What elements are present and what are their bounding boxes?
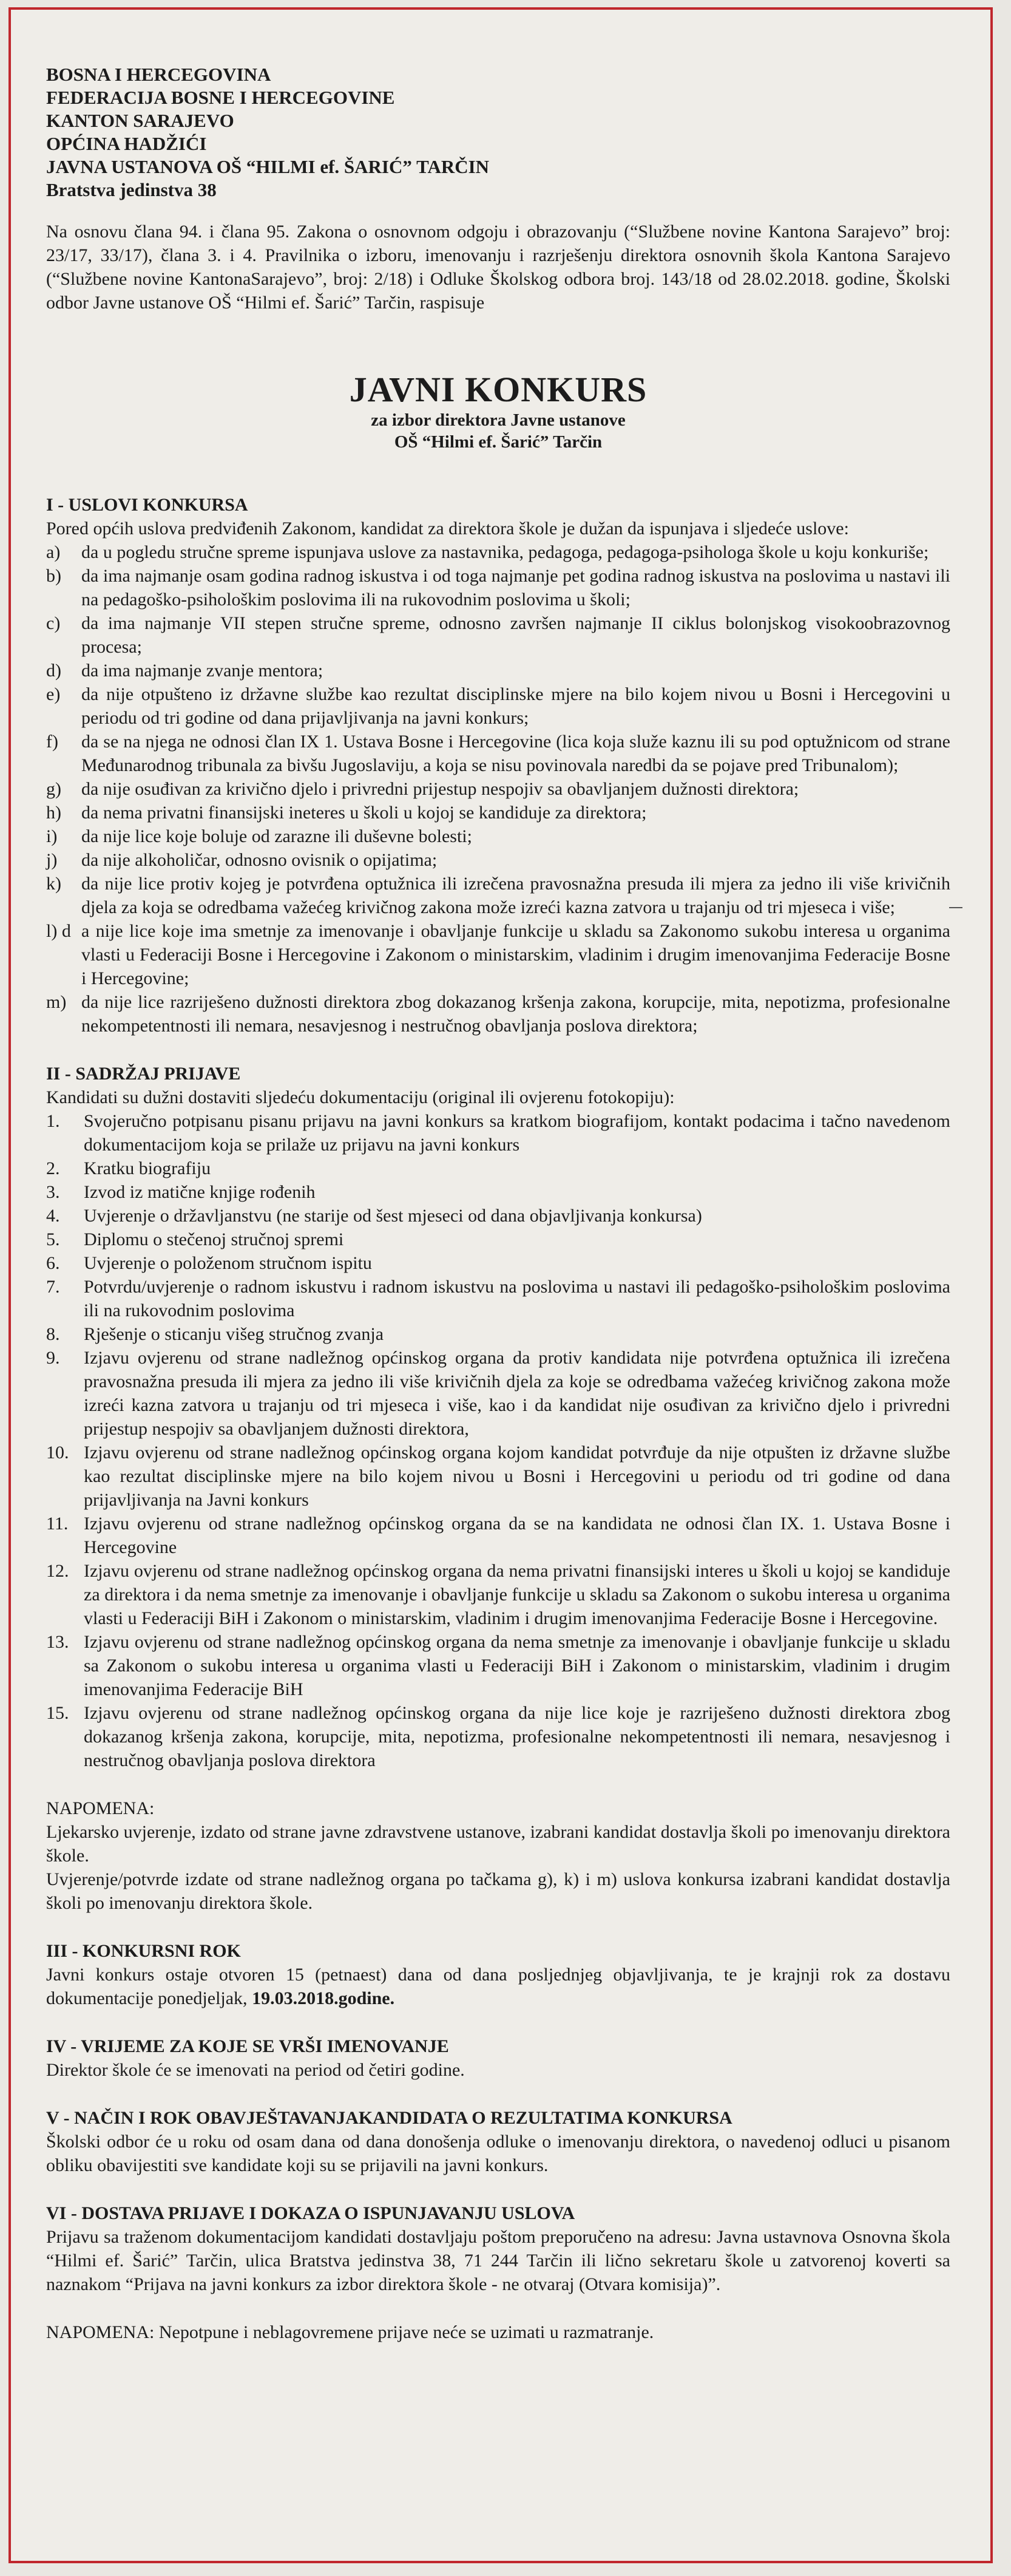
list-marker: m) — [46, 992, 67, 1012]
list-item-text: da nije otpušteno iz državne službe kao rezultat disciplinske mjere na bilo kojem nivou u Bosni i Hercegovini u periodu od tri godine od dana prijavljivanja na javni konkurs; — [81, 684, 950, 728]
list-item-text: da nije lice razriješeno dužnosti direktora zbog dokazanog kršenja zakona, korupcije, mita, nepotizma, profesionalne nekompetentnosti ili nemara, nesavjesnog i nestručnog obavljanja poslova direktora; — [81, 992, 950, 1036]
list-item-text: Uvjerenje o državljanstvu (ne starije od šest mjeseci od dana objavljivanja konkursa) — [84, 1206, 702, 1226]
list-item-text: da se na njega ne odnosi član IX 1. Ustava Bosne i Hercegovine (lica koja služe kaznu ili su pod optužnicom od strane Međunarodnog tribunala za bivšu Jugoslaviju, a koja se nisu povinovala naredbi da se pojave pred Tribunalom); — [81, 732, 950, 775]
list-marker: b) — [46, 566, 61, 586]
list-item-text: da nije lice koje boluje od zarazne ili duševne bolesti; — [81, 826, 472, 846]
announcement-content — [46, 63, 950, 2344]
section-heading: II - SADRŽAJ PRIJAVE — [46, 1064, 241, 1084]
list-marker: d) — [46, 661, 61, 681]
list-item — [46, 1157, 950, 1180]
section-paragraph: Prijavu sa traženom dokumentacijom kandidati dostavljaju poštom preporučeno na adresu: Javna ustavnova Osnovna škola “Hilmi ef. Šarić” Tarčin, ulica Bratstva jedinstva 38, 71 244 Tarčin ili lično sekretaru škole u zatvorenoj koverti sa naznakom “Prijava na javni konkurs za izbor direktora škole - ne otvaraj (Otvara komisija)”. — [46, 2227, 950, 2294]
list-item-text: Izjavu ovjerenu od strane nadležnog općinskog organa da se na kandidata ne odnosi član IX. 1. Ustava Bosne i Hercegovine — [84, 1514, 950, 1557]
announcement-frame — [8, 7, 993, 2563]
list-marker: l) d — [46, 921, 71, 941]
list-item-text: Izjavu ovjerenu od strane nadležnog općinskog organa kojom kandidat potvrđuje da nije otpušten iz državne službe kao rezultat disciplinske mjere na bilo kojem nivou u Bosni i Hercegovini u periodu od tri godine od dana prijavljivanja na Javni konkurs — [84, 1443, 950, 1510]
list-marker: 15. — [46, 1703, 69, 1723]
list-item-text: Izjavu ovjerenu od strane nadležnog općinskog organa da protiv kandidata nije potvrđena optužnica ili izrečena pravosnažna presuda ili mjera za jedno ili više krivičnih djela za koje se odredbama važećeg krivičnog zakona može izreći kazna zatvora u trajanju od tri mjeseca i više, kao i da kandidat nije osuđivan za krivično djelo i privredni prijestup nespojiv sa obavljanjem dužnosti direktora, — [84, 1348, 950, 1439]
list-marker: 13. — [46, 1632, 69, 1652]
list-item — [46, 1322, 950, 1346]
document-title: JAVNI KONKURS — [349, 370, 648, 409]
list-item — [46, 1441, 950, 1512]
list-item — [46, 1251, 950, 1275]
conditions-list — [46, 540, 950, 1038]
header-line: OPĆINA HADŽIĆI — [46, 133, 207, 154]
note-paragraph: Uvjerenje/potvrde izdate od strane nadležnog organa po tačkama g), k) i m) uslova konkursa izabrani kandidat dostavlja školi po imenovanju direktora škole. — [46, 1869, 950, 1913]
list-item — [46, 1559, 950, 1630]
list-item-text: da ima najmanje VII stepen stručne spreme, odnosno završen najmanje II ciklus bolonjskog visokoobrazovnog procesa; — [81, 613, 950, 657]
list-item-text: da nije lice protiv kojeg je potvrđena optužnica ili izrečena pravosnažna presuda ili mjera za jedno ili više krivičnih djela za koja se odredbama važećeg krivičnog zakona može izreći kazna zatvora u trajanju od tri mjeseca i više; — [81, 874, 950, 917]
list-item-text: Izjavu ovjerenu od strane nadležnog općinskog organa da nema smetnje za imenovanje i obavljanje funkcije u skladu sa Zakonom o sukobu interesa u organima vlasti u Federaciji BiH i Zakonom o ministarskim, vladinim i drugim imenovanjima Federacije BiH — [84, 1632, 950, 1699]
section-paragraph: Školski odbor će u roku od osam dana od dana donošenja odluke o imenovanju direktora, o navedenoj odluci u pisanom obliku obavijestiti sve kandidate koji su se prijavili na javni konkurs. — [46, 2132, 950, 2175]
list-item — [46, 1701, 950, 1772]
list-item — [46, 872, 950, 919]
list-item — [46, 824, 950, 848]
list-item — [46, 1228, 950, 1251]
list-marker: a) — [46, 542, 61, 562]
section-heading: VI - DOSTAVA PRIJAVE I DOKAZA O ISPUNJAVANJU USLOVA — [46, 2203, 575, 2223]
deadline-text: Javni konkurs ostaje otvoren 15 (petnaest) dana od dana posljednjeg objavljivanja, te je krajnji rok za dostavu dokumentacije ponedjeljak, — [46, 1965, 950, 2008]
list-item — [46, 1346, 950, 1441]
list-marker: i) — [46, 826, 58, 846]
list-marker: 9. — [46, 1348, 60, 1368]
header-line: FEDERACIJA BOSNE I HERCEGOVINE — [46, 87, 395, 108]
list-marker: k) — [46, 874, 61, 894]
list-marker: 2. — [46, 1158, 60, 1178]
section-paragraph: Direktor škole će se imenovati na period od četiri godine. — [46, 2060, 465, 2080]
title-block — [46, 370, 950, 453]
list-marker: 1. — [46, 1111, 60, 1131]
section-lead: Pored općih uslova predviđenih Zakonom, kandidat za direktora škole je dužan da ispunjava i sljedeće uslove: — [46, 518, 849, 539]
list-item-text: da ima najmanje zvanje mentora; — [81, 661, 323, 681]
list-marker: 5. — [46, 1229, 60, 1249]
list-item — [46, 611, 950, 659]
section-lead: Kandidati su dužni dostaviti sljedeću dokumentaciju (original ili ovjerenu fotokopiju): — [46, 1087, 675, 1107]
list-item-text: Izjavu ovjerenu od strane nadležnog općinskog organa da nema privatni finansijski interes u školi u kojoj se kandiduje za direktora i da nema smetnje za imenovanje i obavljanje funkcije u skladu sa Zakonom o sukobu interesa u organima vlasti u Federaciji BiH i Zakonom o ministarskim, vladinim i drugim imenovanjima Federacije Bosne i Hercegovine. — [84, 1561, 950, 1628]
header-line: JAVNA USTANOVA OŠ “HILMI ef. ŠARIĆ” TARČIN — [46, 156, 490, 177]
list-item — [46, 990, 950, 1038]
document-subtitle: za izbor direktora Javne ustanove — [371, 410, 626, 430]
list-item-text: Kratku biografiju — [84, 1158, 211, 1178]
list-item-text: da nije alkoholičar, odnosno ovisnik o opijatima; — [81, 850, 438, 870]
list-item-text: Izvod iz matične knjige rođenih — [84, 1182, 316, 1202]
list-marker: e) — [46, 684, 61, 704]
note-paragraph: Ljekarsko uvjerenje, izdato od strane javne zdravstvene ustanove, izabrani kandidat dostavlja školi po imenovanju direktora škole. — [46, 1822, 950, 1866]
list-marker: 12. — [46, 1561, 69, 1581]
header-line: Bratstva jedinstva 38 — [46, 179, 217, 200]
header-line: KANTON SARAJEVO — [46, 110, 234, 131]
list-item — [46, 777, 950, 801]
list-item-text: Uvjerenje o položenom stručnom ispitu — [84, 1253, 372, 1273]
list-marker: g) — [46, 779, 61, 799]
intro-paragraph: Na osnovu člana 94. i člana 95. Zakona o osnovnom odgoju i obrazovanju (“Službene novine Kantona Sarajevo” broj: 23/17, 33/17), člana 3. i 4. Pravilnika o izboru, imenovanju i razrješenju direktora osnovnih škola Kantona Sarajevo (“Službene novine KantonaSarajevo”, broj: 2/18) i Odluke Školskog odbora broj. 143/18 od 28.02.2018. godine, Školski odbor Javne ustanove OŠ “Hilmi ef. Šarić” Tarčin, raspisuje — [46, 222, 950, 313]
final-note: NAPOMENA: Nepotpune i neblagovremene prijave neće se uzimati u razmatranje. — [46, 2322, 654, 2342]
deadline-date: 19.03.2018.godine. — [252, 1988, 395, 2008]
list-item — [46, 1180, 950, 1204]
header-line: BOSNA I HERCEGOVINA — [46, 64, 271, 85]
list-item — [46, 682, 950, 730]
institution-header — [46, 63, 950, 202]
list-item-text: da ima najmanje osam godina radnog iskustva i od toga najmanje pet godina radnog iskustva na poslovima u nastavi ili na pedagoško-psihološkim poslovima ili na rukovodnim poslovima u školi; — [81, 566, 950, 610]
list-marker: c) — [46, 613, 61, 633]
document-subtitle: OŠ “Hilmi ef. Šarić” Tarčin — [394, 432, 603, 452]
list-item — [46, 1630, 950, 1701]
list-item — [46, 1109, 950, 1157]
list-marker: j) — [46, 850, 58, 870]
list-marker: f) — [46, 732, 58, 752]
section-heading: III - KONKURSNI ROK — [46, 1941, 241, 1961]
list-marker: 8. — [46, 1324, 60, 1344]
list-item — [46, 1204, 950, 1228]
list-marker: 11. — [46, 1514, 69, 1534]
list-item — [46, 848, 950, 872]
list-item-text: Diplomu o stečenoj stručnoj spremi — [84, 1229, 344, 1249]
list-item-text: da u pogledu stručne spreme ispunjava uslove za nastavnika, pedagoga, pedagoga-psihologa škole u koju konkuriše; — [81, 542, 929, 562]
list-item-text: Svojeručno potpisanu pisanu prijavu na javni konkurs sa kratkom biografijom, kontakt podacima i tačno navedenom dokumentacijom koja se prilaže uz prijavu na javni konkurs — [84, 1111, 950, 1155]
list-item-text: Izjavu ovjerenu od strane nadležnog općinskog organa da nije lice koje je razriješeno dužnosti direktora zbog dokazanog kršenja zakona, korupcije, mita, nepotizma, profesionalne nekompetentnosti ili nemara, nesavjesnog i nestručnog obavljanja poslova direktora — [84, 1703, 950, 1770]
list-marker: 4. — [46, 1206, 60, 1226]
list-item — [46, 801, 950, 824]
section-heading: IV - VRIJEME ZA KOJE SE VRŠI IMENOVANJE — [46, 2036, 449, 2056]
list-marker: 3. — [46, 1182, 60, 1202]
list-item — [46, 1512, 950, 1559]
note-label: NAPOMENA: — [46, 1798, 155, 1818]
list-item-text: Rješenje o sticanju višeg stručnog zvanja — [84, 1324, 384, 1344]
list-item-text: da nije osuđivan za krivično djelo i privredni prijestup nespojiv sa obavljanjem dužnosti direktora; — [81, 779, 799, 799]
list-marker: 7. — [46, 1277, 60, 1297]
list-item — [46, 730, 950, 777]
documents-list — [46, 1109, 950, 1772]
list-item-text: a nije lice koje ima smetnje za imenovanje i obavljanje funkcije u skladu sa Zakonomo sukobu interesa u organima vlasti u Federaciji Bosne i Hercegovine i Zakonom o ministarskim, vladinim i drugim imenovanjima Federacije Bosne i Hercegovine; — [81, 921, 950, 988]
list-marker: 10. — [46, 1443, 69, 1463]
deadline-paragraph — [46, 1963, 950, 2010]
list-item-text: Potvrdu/uvjerenje o radnom iskustvu i radnom iskustvu na poslovima u nastavi ili pedagoško-psihološkim poslovima ili na rukovodnim poslovima — [84, 1277, 950, 1320]
list-item — [46, 540, 950, 564]
list-item — [46, 1275, 950, 1322]
dash-mark — [949, 907, 962, 908]
section-heading: V - NAČIN I ROK OBAVJEŠTAVANJAKANDIDATA O REZULTATIMA KONKURSA — [46, 2108, 732, 2128]
list-item — [46, 659, 950, 682]
list-item — [46, 919, 950, 990]
section-heading: I - USLOVI KONKURSA — [46, 495, 248, 515]
list-item — [46, 564, 950, 611]
list-marker: h) — [46, 803, 61, 823]
list-marker: 6. — [46, 1253, 60, 1273]
list-item-text: da nema privatni finansijski ineteres u školi u kojoj se kandiduje za direktora; — [81, 803, 647, 823]
